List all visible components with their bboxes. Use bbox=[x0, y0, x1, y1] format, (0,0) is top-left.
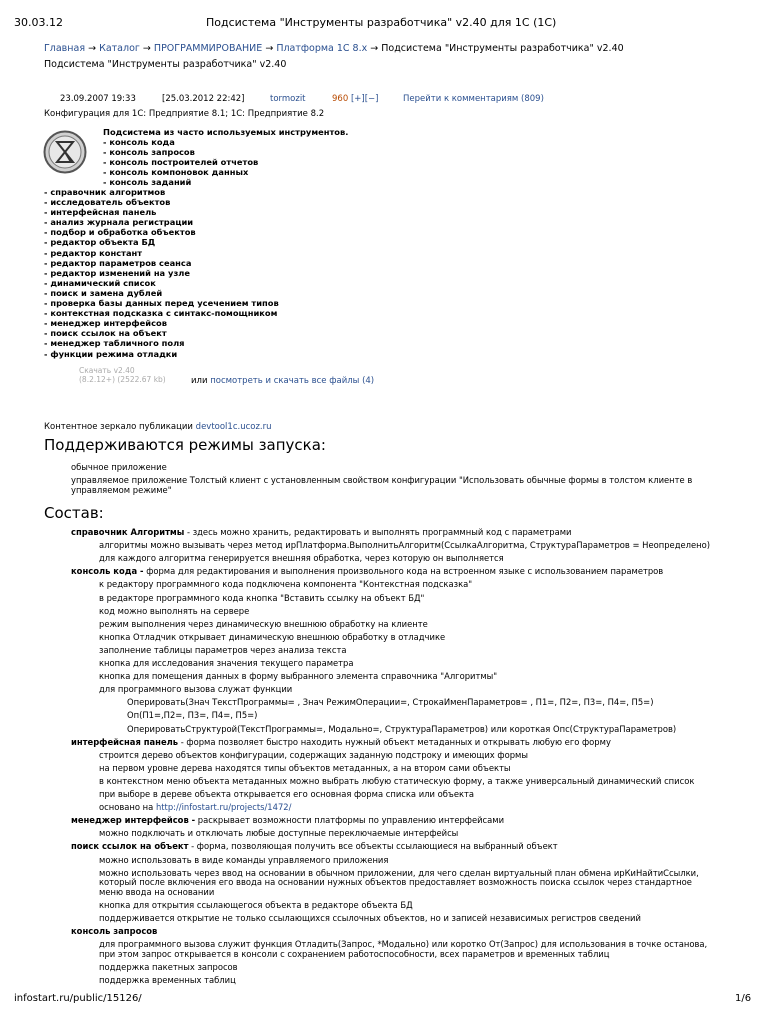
composition-text: для программного вызова служат функции bbox=[99, 684, 293, 695]
description-intro: Подсистема из часто используемых инструментов. bbox=[103, 127, 349, 137]
rating-block bbox=[332, 94, 378, 104]
composition-text: поддержка пакетных запросов bbox=[99, 961, 238, 972]
list-item: - справочник алгоритмов bbox=[44, 187, 166, 197]
composition-text: код можно выполнять на сервере bbox=[99, 605, 250, 616]
composition-detail-row bbox=[99, 632, 445, 642]
modes-list bbox=[71, 462, 692, 495]
composition-link[interactable]: http://infostart.ru/projects/1472/ bbox=[155, 802, 292, 813]
breadcrumb-current: Подсистема "Инструменты разработчика" v2.40 bbox=[381, 43, 624, 54]
composition-detail-row bbox=[99, 949, 609, 959]
composition-text: алгоритмы можно вызывать через метод ирПлатформа.ВыполнитьАлгоритм(СсылкаАлгоритма, СтруктураПараметров = Неопределено) bbox=[99, 540, 711, 551]
composition-text: в редакторе программного кода кнопка "Вставить ссылку на объект БД" bbox=[99, 592, 425, 603]
composition-detail-row bbox=[99, 877, 692, 887]
composition-text: кнопка для помещения данных в форму выбранного элемента справочника "Алгоритмы" bbox=[99, 671, 498, 682]
updated-date: [25.03.2012 22:42] bbox=[162, 94, 245, 104]
vote-plus-button[interactable]: [+] bbox=[350, 94, 365, 104]
list-item: - исследователь объектов bbox=[44, 197, 171, 208]
list-item: - консоль заданий bbox=[103, 177, 192, 188]
composition-text: к редактору программного кода подключена компонента "Контекстная подсказка" bbox=[99, 579, 473, 590]
list-item: - редактор объекта БД bbox=[44, 237, 156, 248]
composition-text: - здесь можно хранить, редактировать и выполнять программный код с параметрами bbox=[184, 527, 572, 537]
download-or-text: или bbox=[191, 376, 208, 386]
composition-text: Оперировать(Знач ТекстПрограммы= , Знач РежимОперации=, СтрокаИменПараметров= , П1=, П2=, П3=, П4=, П5=) bbox=[127, 697, 654, 708]
modes-heading: Поддерживаются режимы запуска: bbox=[44, 436, 326, 454]
composition-detail-row bbox=[99, 802, 291, 812]
composition-detail-row bbox=[99, 962, 238, 972]
breadcrumb-platform-link[interactable]: Платформа 1С 8.x bbox=[276, 43, 368, 54]
composition-text: можно использовать в виде команды управляемого приложения bbox=[99, 854, 389, 865]
list-item: - менеджер табличного поля bbox=[44, 338, 185, 349]
breadcrumb-separator: → bbox=[88, 43, 97, 54]
composition-term: консоль запросов bbox=[71, 925, 158, 936]
composition-text: при выборе в дереве объекта открывается его основная форма списка или объекта bbox=[99, 789, 475, 799]
composition-text: ОперироватьСтруктурой(ТекстПрограммы=, Модально=, СтруктураПараметров) или короткая Опс(СтруктураПараметров) bbox=[127, 723, 677, 734]
composition-detail-row bbox=[99, 789, 474, 799]
list-item: - консоль запросов bbox=[103, 147, 195, 158]
list-item: - анализ журнала регистрации bbox=[44, 217, 194, 228]
publication-logo-icon bbox=[43, 130, 87, 174]
list-item: - поиск ссылок на объект bbox=[44, 328, 167, 339]
composition-term-row bbox=[71, 841, 558, 851]
composition-detail-row bbox=[99, 887, 214, 897]
list-item: - поиск и замена дублей bbox=[44, 287, 163, 298]
list-item: - редактор параметров сеанса bbox=[44, 257, 192, 268]
composition-term: справочник Алгоритмы bbox=[71, 527, 185, 537]
composition-text: кнопка для открытия ссылающегося объекта в редакторе объекта БД bbox=[99, 899, 413, 910]
composition-text: на первом уровне дерева находятся типы объектов метаданных, а на втором сами объекты bbox=[99, 762, 511, 773]
print-title: Подсистема "Инструменты разработчика" v2.40 для 1С (1С) bbox=[206, 16, 557, 29]
composition-term: интерфейсная панель bbox=[71, 736, 179, 747]
mirror-line bbox=[44, 422, 272, 432]
composition-text: можно использовать через ввод на основании в обычном приложении, для чего сделан виртуальный план обмена ирКиНайтиСсылки, bbox=[99, 867, 699, 878]
download-button[interactable] bbox=[79, 366, 166, 384]
composition-detail-row bbox=[99, 684, 292, 694]
list-item: - консоль кода bbox=[103, 137, 175, 147]
composition-term: консоль кода - bbox=[71, 566, 144, 577]
composition-detail-row bbox=[127, 710, 257, 720]
download-button-size: (8.2.12+) (2522.67 kb) bbox=[79, 375, 166, 384]
composition-detail-row bbox=[99, 776, 694, 786]
composition-detail-row bbox=[99, 828, 458, 838]
download-alt bbox=[191, 376, 374, 386]
composition-detail-row bbox=[99, 593, 424, 603]
composition-text: поддержка временных таблиц bbox=[99, 974, 236, 985]
composition-text: форма для редактирования и выполнения произвольного кода на встроенном языке с использованием параметров bbox=[143, 566, 664, 577]
list-item: - интерфейсная панель bbox=[44, 207, 157, 218]
composition-term-row bbox=[71, 566, 663, 576]
list-item: - проверка базы данных перед усечением типов bbox=[44, 298, 279, 309]
composition-text: поддерживается открытие не только ссылающихся ссылочных объектов, но и записей независимых регистров сведений bbox=[99, 912, 641, 923]
composition-text: строится дерево объектов конфигурации, содержащих заданную подстроку и имеющих формы bbox=[99, 749, 528, 760]
composition-term-row bbox=[71, 815, 504, 825]
composition-detail-row bbox=[99, 540, 710, 550]
composition-text: кнопка Отладчик открывает динамическую внешнюю обработку в отладчике bbox=[99, 631, 446, 642]
print-date: 30.03.12 bbox=[14, 16, 63, 29]
composition-detail-row bbox=[99, 855, 388, 865]
composition-text: при этом запрос открывается в консоли с сохранением работоспособности, всех параметров и временных таблиц bbox=[99, 948, 610, 959]
composition-text: кнопка для исследования значения текущего параметра bbox=[99, 658, 354, 668]
comments-link[interactable]: Перейти к комментариям (809) bbox=[403, 94, 544, 104]
config-line: Конфигурация для 1С: Предприятие 8.1; 1С: Предприятие 8.2 bbox=[44, 109, 325, 119]
composition-text: для программного вызова служит функция Отладить(Запрос, *Модально) или коротко От(Запрос) для использования в точке останова, bbox=[99, 939, 708, 949]
composition-text: для каждого алгоритма генерируется внешняя обработка, через которую он выполняется bbox=[99, 553, 504, 564]
composition-text: - форма позволяет быстро находить нужный объект метаданных и открывать любую его форму bbox=[178, 736, 611, 747]
breadcrumb-separator: → bbox=[265, 43, 274, 54]
list-item: обычное приложение bbox=[71, 462, 167, 472]
list-item: - подбор и обработка объектов bbox=[44, 227, 196, 238]
composition-term-row bbox=[71, 737, 611, 747]
list-item: - консоль построителей отчетов bbox=[103, 157, 259, 168]
list-item: - менеджер интерфейсов bbox=[44, 318, 167, 329]
composition-term-row bbox=[71, 926, 157, 936]
download-button-label: Скачать v2.40 bbox=[79, 366, 135, 375]
list-item: управляемом режиме" bbox=[71, 485, 172, 495]
breadcrumb-programming-link[interactable]: ПРОГРАММИРОВАНИЕ bbox=[153, 43, 263, 54]
composition-term-row bbox=[71, 527, 571, 537]
list-item: управляемое приложение Толстый клиент с установленным свойством конфигурации "Использовать обычные формы в толстом клиенте в bbox=[71, 475, 693, 485]
list-item: - редактор изменений на узле bbox=[44, 267, 190, 278]
composition-text: - форма, позволяющая получить все объекты ссылающиеся на выбранный объект bbox=[188, 841, 558, 852]
composition-detail-row bbox=[99, 553, 504, 563]
list-item: - консоль компоновок данных bbox=[103, 167, 249, 178]
composition-detail-row bbox=[99, 975, 236, 985]
composition-detail-row bbox=[99, 671, 497, 681]
composition-term: поиск ссылок на объект bbox=[71, 841, 189, 852]
breadcrumb-catalog-link[interactable]: Каталог bbox=[99, 43, 140, 54]
list-item: - функции режима отладки bbox=[44, 348, 178, 359]
list-item: - динамический список bbox=[44, 277, 156, 288]
composition-detail-row bbox=[99, 900, 413, 910]
composition-detail-row bbox=[99, 658, 354, 668]
description-indented-list bbox=[103, 137, 258, 187]
composition-detail-row bbox=[99, 750, 528, 760]
print-url: infostart.ru/public/15126/ bbox=[14, 993, 142, 1004]
composition-term: менеджер интерфейсов - bbox=[71, 815, 196, 826]
breadcrumb-separator: → bbox=[142, 43, 151, 54]
print-page-number: 1/6 bbox=[735, 993, 752, 1004]
composition-detail-row bbox=[99, 619, 428, 629]
breadcrumb-separator: → bbox=[370, 43, 379, 54]
mirror-link[interactable]: devtool1c.ucoz.ru bbox=[195, 422, 272, 432]
composition-detail-row bbox=[99, 868, 699, 878]
created-date: 23.09.2007 19:33 bbox=[60, 94, 136, 104]
composition-text: можно подключать и отключать любые доступные переключаемые интерфейсы bbox=[99, 828, 459, 839]
composition-text: Оп(П1=,П2=, П3=, П4=, П5=) bbox=[127, 710, 258, 721]
composition-text: основано на bbox=[99, 802, 156, 813]
list-item: - редактор констант bbox=[44, 247, 143, 258]
composition-text: раскрывает возможности платформы по управлению интерфейсами bbox=[195, 815, 505, 826]
author-link[interactable]: tormozit bbox=[270, 94, 306, 104]
composition-detail-row bbox=[127, 697, 653, 707]
composition-heading: Состав: bbox=[44, 504, 104, 522]
vote-minus-button[interactable]: [−] bbox=[364, 94, 379, 104]
page-title: Подсистема "Инструменты разработчика" v2.40 bbox=[44, 59, 287, 70]
composition-detail-row bbox=[99, 763, 511, 773]
list-item: - контекстная подсказка с синтакс-помощником bbox=[44, 308, 278, 319]
composition-detail-row bbox=[127, 724, 676, 734]
composition-text: который после включения его ввода на основании нужных объектов предоставляет возможность поиска ссылок через стандартное bbox=[99, 877, 692, 888]
composition-text: режим выполнения через динамическую внешнюю обработку на клиенте bbox=[99, 618, 428, 629]
composition-detail-row bbox=[99, 913, 641, 923]
composition-text: меню ввода на основании bbox=[99, 886, 215, 897]
composition-detail-row bbox=[99, 645, 346, 655]
composition-detail-row bbox=[99, 606, 249, 616]
composition-detail-row bbox=[99, 579, 472, 589]
mirror-label: Контентное зеркало публикации bbox=[44, 422, 193, 432]
breadcrumb bbox=[44, 43, 624, 54]
description-full-list bbox=[44, 187, 279, 359]
composition-text: заполнение таблицы параметров через анализа текста bbox=[99, 644, 347, 655]
all-files-link[interactable]: посмотреть и скачать все файлы (4) bbox=[210, 376, 375, 386]
composition-detail-row bbox=[99, 939, 707, 949]
composition-text: в контекстном меню объекта метаданных можно выбрать любую статическую форму, а также универсальный динамический список bbox=[99, 775, 695, 786]
breadcrumb-home-link[interactable]: Главная bbox=[44, 43, 86, 54]
rating-value: 960 bbox=[332, 94, 349, 104]
